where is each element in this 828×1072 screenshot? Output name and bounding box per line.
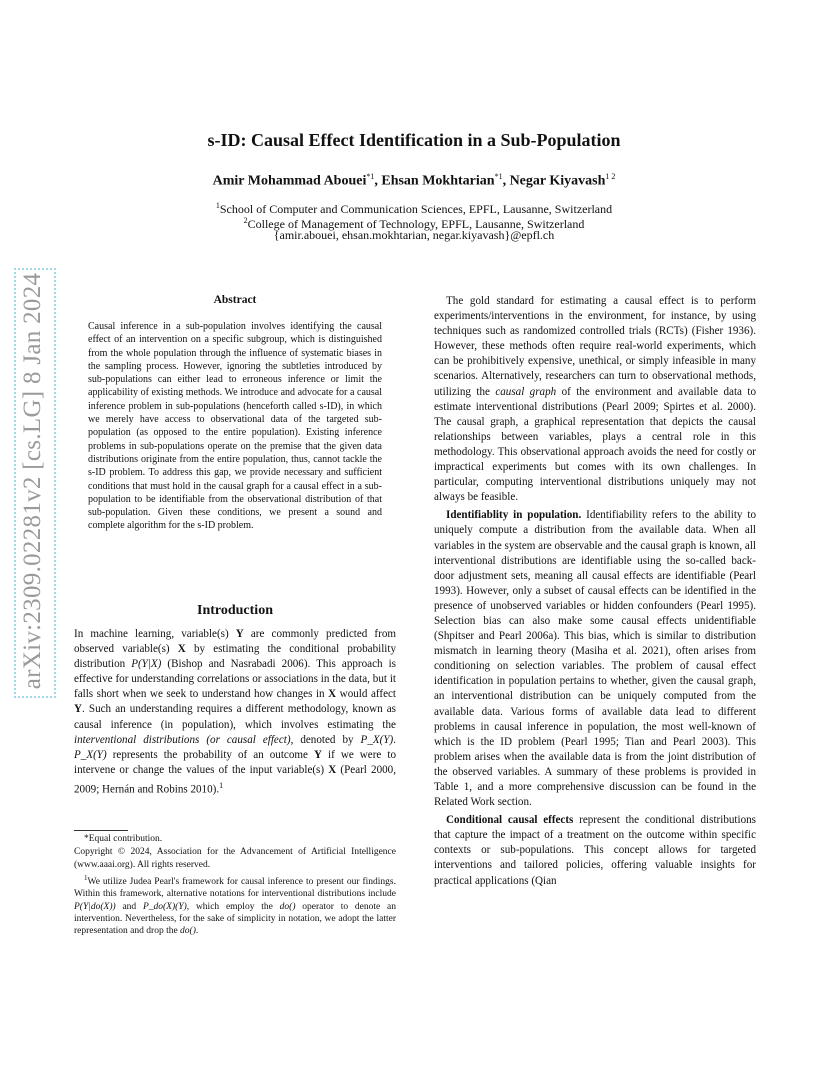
footnotes bbox=[74, 833, 396, 939]
intro-text: In machine learning, variable(s) bbox=[74, 628, 236, 640]
intro-text: . bbox=[393, 733, 396, 746]
intro-text: if we were to intervene or change the values of the input variable(s) bbox=[74, 748, 396, 776]
causal-graph-term: causal graph bbox=[495, 385, 557, 398]
author-1: Amir Mohammad Abouei bbox=[212, 173, 367, 189]
footnote-copyright: Copyright © 2024, Association for the Advancement of Artificial Intelligence (www.aaai.org). All rights reserved. bbox=[74, 847, 396, 870]
interventional-term: interventional distributions (or causal effect) bbox=[74, 733, 291, 746]
author-2: Ehsan Mokhtarian bbox=[381, 173, 495, 189]
intro-text: . Such an understanding requires a different methodology, known as causal inference (in population), which involves estimating the bbox=[74, 703, 396, 731]
interventional-distribution: P_X(Y) bbox=[74, 748, 107, 761]
author-3: Negar Kiyavash bbox=[509, 173, 606, 189]
right-text: represent the conditional distributions that capture the impact of a treatment on the outcome within specific contexts or sub-populations. This concept allows for targeted interventions and tailored policies, offering valuable insights for practical applications (Qian bbox=[434, 814, 756, 887]
introduction-paragraph bbox=[74, 627, 396, 798]
footnote-text: . bbox=[195, 926, 199, 937]
var-X: X bbox=[328, 688, 337, 701]
right-paragraph-2 bbox=[434, 508, 756, 810]
var-Y: Y bbox=[74, 703, 83, 716]
intro-text: represents the probability of an outcome bbox=[106, 748, 314, 761]
var-Y: Y bbox=[313, 748, 322, 761]
var-Y: Y bbox=[235, 628, 244, 640]
footnote-text: We utilize Judea Pearl's framework for causal inference to present our findings. Within this framework, alternative notations for interventional distributions include bbox=[74, 877, 396, 900]
footnote-mark[interactable]: 1 bbox=[219, 780, 224, 790]
affiliation-2-mark: 2 bbox=[243, 216, 248, 225]
identifiability-heading: Identifiablity in population. bbox=[446, 509, 582, 522]
conditional-effects-heading: Conditional causal effects bbox=[446, 814, 574, 827]
author-list: Amir Mohammad Abouei$^{*1}$, Ehsan Mokhtarian$^{*1}$, Negar Kiyavash$^{1 2}$ bbox=[212, 172, 616, 189]
author-2-marks: *1 bbox=[494, 172, 503, 181]
footnote-rule bbox=[74, 830, 128, 831]
intro-text: are commonly predicted from observed variable(s) bbox=[74, 628, 396, 656]
abstract-heading: Abstract bbox=[213, 294, 257, 306]
footnote-math: P(Y|do(X)) bbox=[74, 901, 116, 912]
footnote-math: do() bbox=[279, 901, 296, 912]
conditional-distribution: P(Y|X) bbox=[131, 658, 162, 671]
var-X: X bbox=[177, 643, 186, 656]
author-3-marks: 1 2 bbox=[605, 172, 616, 181]
intro-text: would affect bbox=[336, 688, 396, 701]
var-X: X bbox=[328, 763, 337, 776]
abstract-body: Causal inference in a sub-population involves identifying the causal effect of an intervention on a specific subgroup, which is distinguished from the whole population through the influence of systematic biases in the sampling process. However, ignoring the subtleties introduced by sub-populations can either lead to erroneous inference or limit the applicability of existing methods. We introduce and advocate for a causal inference problem in sub-populations (henceforth called s-ID), in which we merely have access to observational data of the targeted sub-population (as opposed to the entire population). Existing inference problems in sub-populations operate on the premise that the given data distributions originate from the entire population, thus, cannot tackle the s-ID problem. To address this gap, we provide necessary and sufficient conditions that must hold in the causal graph for a causal effect in a sub-population to be identifiable from the observational distribution of that sub-population. Given these conditions, we present a sound and complete algorithm for the s-ID problem. bbox=[88, 321, 382, 532]
right-text: of the environment and available data to estimate interventional distributions (Pearl 2009; Spirtes et al. 2000). The causal graph, a graphical representation that depicts the causal relationships between variables, plays a central role in this methodology. This observational approach avoids the need for costly or impractical experiments but comes with its own challenges. In particular, computing interventional distributions uniquely may not always be feasible. bbox=[434, 385, 756, 504]
affiliation-1-text: School of Computer and Communication Sciences, EPFL, Lausanne, Switzerland bbox=[219, 202, 613, 216]
intro-paragraph-1 bbox=[74, 627, 396, 798]
footnote-equal-contribution: *Equal contribution. bbox=[84, 834, 163, 844]
footnote-1-mark: 1 bbox=[84, 873, 88, 882]
right-paragraph-1 bbox=[434, 294, 756, 505]
right-column bbox=[434, 294, 756, 889]
affiliation-1-mark: 1 bbox=[215, 201, 220, 210]
intro-text: , denoted by bbox=[290, 733, 361, 746]
footnote-text: and bbox=[115, 901, 143, 912]
arxiv-identifier[interactable]: arXiv:2309.02281v2 [cs.LG] 8 Jan 2024 bbox=[19, 272, 46, 690]
author-emails[interactable]: {amir.abouei, ehsan.mokhtarian, negar.kiyavash}@epfl.ch bbox=[273, 228, 555, 242]
introduction-heading: Introduction bbox=[197, 603, 273, 618]
author-1-marks: *1 bbox=[366, 172, 375, 181]
footnote-1 bbox=[74, 872, 396, 938]
right-text: The gold standard for estimating a causal effect is to perform experiments/interventions in the environment, for instance, by using techniques such as randomized controlled trials (RCTs) (Fisher 1936). However, these methods often require real-world experiments, which can be prohibitively expensive, unethical, or simply infeasible in many scenarios. Alternatively, researchers can turn to observational methods, utilizing the bbox=[434, 295, 756, 398]
footnote-text: , which employ the bbox=[186, 901, 280, 912]
footnote-math: P_do(X)(Y) bbox=[142, 901, 187, 912]
intro-text: by estimating the conditional probability distribution bbox=[74, 643, 396, 671]
affiliation-2-text: College of Management of Technology, EPFL, Lausanne, Switzerland bbox=[247, 217, 585, 231]
right-text: Identifiability refers to the ability to uniquely compute a distribution from the available data. When all variables in the system are observable and the causal graph is known, all interventional distributions are identifiable using the so-called back-door adjustment sets, meaning all causal effects are identifiable (Pearl 1993). However, only a subset of causal effects can be identified in the presence of unobserved variables or hidden confounders (Pearl 1995). Selection bias can also make some causal effects unidentifiable (Shpitser and Pearl 2006a). This bias, which is similar to distribution mismatch in learning theory (Masiha et al. 2021), often arises from conditioning on selection variables. The problem of causal effect identification in population pertains to whether, given the causal graph, an interventional distribution can be uniquely computed from the available data. Various forms of available data lead to different problems in causal inference in population, the most well-known of which is the ID problem (Pearl 1995; Tian and Pearl 2003). This problem arises when the available data is from the joint distribution of the observed variables. A summary of these problems is provided in Table 1, and a more comprehensive discussion can be found in the Related Work section. bbox=[434, 509, 756, 809]
footnote-text: operator to denote an intervention. Nevertheless, for the sake of simplicity in notation, we adopt the latter representation and drop the bbox=[74, 901, 396, 937]
intro-text: (Bishop and Nasrabadi 2006). This approach is effective for understanding correlations or associations in the data, but it falls short when we seek to understand how changes in bbox=[74, 658, 396, 701]
paper-title: s-ID: Causal Effect Identification in a Sub-Population bbox=[207, 130, 621, 150]
footnote-math: do() bbox=[180, 926, 196, 937]
interventional-distribution: P_X(Y) bbox=[360, 733, 394, 746]
intro-text: (Pearl 2000, 2009; Hernán and Robins 2010). bbox=[74, 763, 397, 796]
right-paragraph-3 bbox=[434, 813, 756, 888]
